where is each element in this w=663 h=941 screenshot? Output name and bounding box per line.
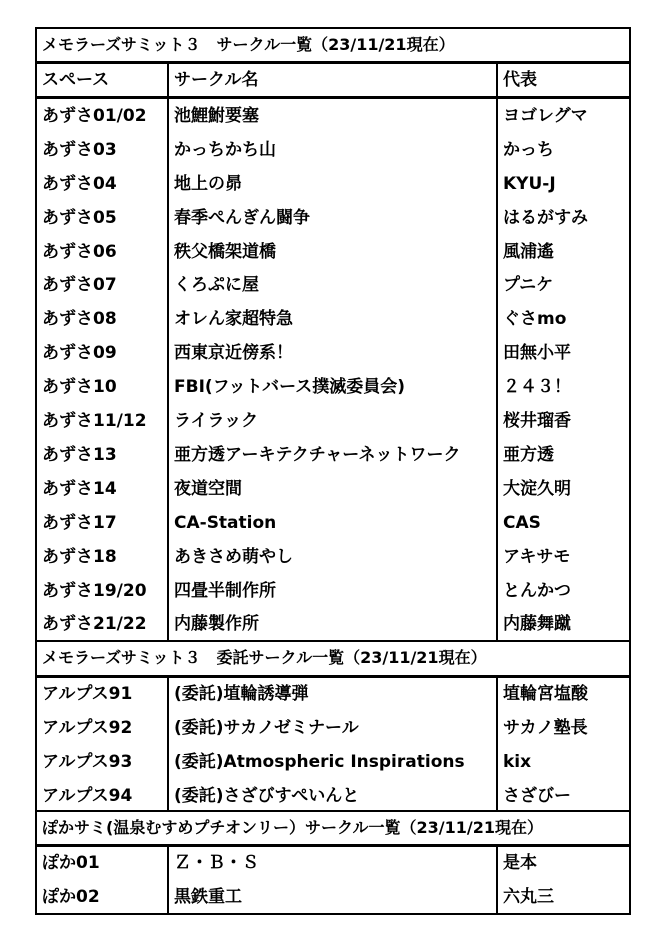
cell-representative: アキサモ bbox=[503, 546, 571, 567]
column-divider bbox=[167, 847, 169, 913]
cell-circle-name: 内藤製作所 bbox=[174, 614, 259, 635]
cell-space: あずさ05 bbox=[42, 207, 117, 228]
cell-space: あずさ19/20 bbox=[42, 580, 147, 601]
cell-circle-name: 秩父橋架道橋 bbox=[174, 241, 276, 262]
header-representative: 代表 bbox=[503, 70, 537, 90]
cell-representative: サカノ塾長 bbox=[503, 717, 588, 738]
cell-circle-name: 黒鉄重工 bbox=[174, 886, 242, 907]
cell-space: あずさ08 bbox=[42, 309, 117, 330]
cell-circle-name: 池鯉鮒要塞 bbox=[174, 105, 259, 126]
cell-space: アルプス93 bbox=[42, 751, 133, 772]
cell-representative: 亜方透 bbox=[503, 444, 554, 465]
column-divider bbox=[496, 847, 498, 913]
column-divider bbox=[496, 678, 498, 810]
cell-circle-name: (委託)Atmospheric Inspirations bbox=[174, 751, 465, 772]
cell-circle-name: 春季ぺんぎん闘争 bbox=[174, 207, 310, 228]
divider bbox=[35, 640, 631, 642]
cell-representative: ヨゴレグマ bbox=[503, 105, 588, 126]
header-circle-name: サークル名 bbox=[174, 70, 259, 90]
cell-space: あずさ10 bbox=[42, 377, 117, 398]
cell-circle-name: くろぷに屋 bbox=[174, 275, 259, 296]
cell-representative: プニケ bbox=[503, 275, 554, 296]
divider bbox=[35, 675, 631, 678]
column-divider bbox=[167, 678, 169, 810]
cell-representative: ２４３！ bbox=[503, 377, 571, 398]
cell-space: アルプス92 bbox=[42, 717, 133, 738]
cell-space: ぽか01 bbox=[42, 852, 100, 873]
cell-representative: 大淀久明 bbox=[503, 478, 571, 499]
cell-circle-name: 夜道空間 bbox=[174, 478, 242, 499]
cell-circle-name: CA-Station bbox=[174, 512, 277, 533]
cell-circle-name: 四畳半制作所 bbox=[174, 580, 276, 601]
cell-space: あずさ01/02 bbox=[42, 105, 147, 126]
section-title: メモラーズサミット３ サークル一覧（23/11/21現在） bbox=[42, 35, 455, 54]
cell-representative: 内藤舞蹴 bbox=[503, 614, 571, 635]
cell-space: あずさ21/22 bbox=[42, 614, 147, 635]
column-divider bbox=[167, 64, 169, 640]
cell-representative: はるがすみ bbox=[503, 207, 588, 228]
cell-space: あずさ07 bbox=[42, 275, 117, 296]
cell-representative: 田無小平 bbox=[503, 343, 571, 364]
cell-representative: CAS bbox=[503, 512, 541, 533]
cell-representative: KYU-J bbox=[503, 173, 556, 194]
cell-circle-name: (委託)サカノゼミナール bbox=[174, 717, 359, 738]
cell-circle-name: あきさめ萌やし bbox=[174, 546, 293, 567]
cell-circle-name: Ｚ・Ｂ・Ｓ bbox=[174, 852, 259, 873]
cell-space: あずさ03 bbox=[42, 139, 117, 160]
cell-representative: 六丸三 bbox=[503, 886, 554, 907]
cell-circle-name: FBI(フットバース撲滅委員会) bbox=[174, 377, 406, 398]
cell-representative: とんかつ bbox=[503, 580, 571, 601]
cell-space: あずさ09 bbox=[42, 343, 117, 364]
section-title: ぽかサミ(温泉むすめプチオンリー）サークル一覧（23/11/21現在） bbox=[42, 818, 543, 837]
divider bbox=[35, 96, 631, 99]
cell-representative: さざびー bbox=[503, 785, 571, 806]
section-title: メモラーズサミット３ 委託サークル一覧（23/11/21現在） bbox=[42, 648, 487, 667]
cell-space: アルプス94 bbox=[42, 785, 133, 806]
cell-space: あずさ06 bbox=[42, 241, 117, 262]
divider bbox=[35, 61, 631, 64]
cell-representative: ぐさmo bbox=[503, 309, 567, 330]
cell-representative: kix bbox=[503, 751, 532, 772]
cell-circle-name: (委託)さざびすぺいんと bbox=[174, 785, 360, 806]
divider bbox=[35, 810, 631, 812]
cell-representative: 桜井瑠香 bbox=[503, 411, 571, 432]
cell-space: あずさ13 bbox=[42, 444, 117, 465]
cell-representative: 是本 bbox=[503, 852, 537, 873]
cell-representative: 風浦遙 bbox=[503, 241, 554, 262]
cell-circle-name: 地上の昴 bbox=[174, 173, 242, 194]
cell-space: あずさ11/12 bbox=[42, 411, 147, 432]
cell-circle-name: かっちかち山 bbox=[174, 139, 276, 160]
cell-circle-name: (委託)埴輪誘導弾 bbox=[174, 683, 309, 704]
cell-circle-name: 西東京近傍系！ bbox=[174, 343, 293, 364]
cell-space: あずさ04 bbox=[42, 173, 117, 194]
cell-space: あずさ18 bbox=[42, 546, 117, 567]
cell-space: ぽか02 bbox=[42, 886, 100, 907]
cell-space: あずさ14 bbox=[42, 478, 117, 499]
cell-representative: かっち bbox=[503, 139, 554, 160]
column-divider bbox=[496, 64, 498, 640]
cell-space: あずさ17 bbox=[42, 512, 117, 533]
cell-representative: 埴輪宮塩酸 bbox=[503, 683, 588, 704]
cell-circle-name: オレん家超特急 bbox=[174, 309, 293, 330]
divider bbox=[35, 844, 631, 847]
cell-space: アルプス91 bbox=[42, 683, 133, 704]
header-space: スペース bbox=[42, 70, 110, 90]
circle-list-table bbox=[35, 27, 631, 915]
cell-circle-name: 亜方透アーキテクチャーネットワーク bbox=[174, 444, 461, 465]
cell-circle-name: ライラック bbox=[174, 411, 259, 432]
